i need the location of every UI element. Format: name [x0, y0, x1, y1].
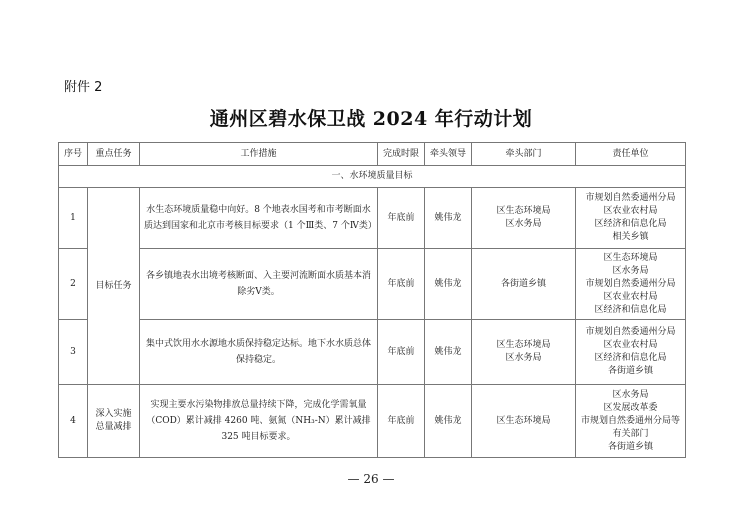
row-measure: 集中式饮用水水源地水质保持稳定达标。地下水水质总体保持稳定。 — [140, 320, 378, 385]
header-measures: 工作措施 — [140, 143, 378, 166]
lead-dept: 各街道乡镇 — [500, 278, 546, 289]
row-lead-depts — [472, 188, 576, 249]
responsible-unit: 各街道乡镇 — [607, 441, 653, 452]
table-row — [59, 188, 686, 249]
header-responsible-unit: 责任单位 — [576, 143, 686, 166]
row-responsible-units — [576, 385, 686, 458]
header-lead-leader: 牵头领导 — [425, 143, 472, 166]
responsible-unit: 有关部门 — [612, 428, 649, 439]
responsible-unit: 区经济和信息化局 — [594, 353, 667, 363]
section-title: 一、水环境质量目标 — [59, 166, 686, 188]
row-no: 1 — [59, 188, 88, 249]
row-no: 4 — [59, 385, 88, 458]
responsible-unit: 区生态环境局 — [603, 252, 658, 263]
responsible-unit: 市规划自然委通州分局 — [585, 327, 676, 337]
responsible-unit: 区水务局 — [612, 265, 649, 276]
lead-dept: 区水务局 — [505, 353, 542, 363]
lead-dept: 区水务局 — [505, 219, 542, 229]
table-row — [59, 320, 686, 385]
responsible-unit: 相关乡镇 — [612, 232, 649, 242]
responsible-unit: 区农业农村局 — [603, 206, 658, 216]
row-deadline: 年底前 — [378, 320, 425, 385]
row-deadline: 年底前 — [378, 385, 425, 458]
row-lead-depts — [472, 385, 576, 458]
row-measure: 实现主要水污染物排放总量持续下降，完成化学需氧量（COD）累计减排 4260 吨、氨氮（NH₃-N）累计减排 325 吨目标要求。 — [140, 385, 378, 458]
row-no: 3 — [59, 320, 88, 385]
row-task: 深入实施总量减排 — [88, 385, 140, 458]
row-leader: 姚伟龙 — [425, 188, 472, 249]
row-task: 目标任务 — [88, 188, 140, 385]
table-row — [59, 249, 686, 320]
responsible-unit: 市规划自然委通州分局等 — [580, 415, 680, 426]
responsible-unit: 区农业农村局 — [603, 291, 658, 302]
header-no: 序号 — [59, 143, 88, 166]
row-leader: 姚伟龙 — [425, 249, 472, 320]
responsible-unit: 区农业农村局 — [603, 340, 658, 350]
table-header-row — [59, 143, 686, 166]
page-title: 通州区碧水保卫战 2024 年行动计划 — [209, 108, 533, 130]
row-leader: 姚伟龙 — [425, 320, 472, 385]
lead-dept: 区生态环境局 — [496, 340, 551, 350]
responsible-unit: 区经济和信息化局 — [594, 219, 667, 229]
header-key-task: 重点任务 — [88, 143, 140, 166]
row-responsible-units — [576, 320, 686, 385]
row-responsible-units — [576, 188, 686, 249]
attachment-label: 附件 2 — [64, 80, 103, 95]
row-measure: 各乡镇地表水出境考核断面、入主要河流断面水质基本消除劣Ⅴ类。 — [140, 249, 378, 320]
responsible-unit: 市规划自然委通州分局 — [585, 193, 676, 203]
responsible-unit: 各街道乡镇 — [607, 366, 653, 376]
row-deadline: 年底前 — [378, 188, 425, 249]
lead-dept: 区生态环境局 — [496, 415, 551, 426]
row-no: 2 — [59, 249, 88, 320]
responsible-unit: 区经济和信息化局 — [594, 304, 667, 315]
row-lead-depts — [472, 249, 576, 320]
row-lead-depts — [472, 320, 576, 385]
responsible-unit: 区发展改革委 — [603, 402, 658, 413]
responsible-unit: 市规划自然委通州分局 — [585, 278, 676, 289]
page-number: — 26 — — [347, 472, 395, 486]
row-measure: 水生态环境质量稳中向好。8 个地表水国考和市考断面水质达到国家和北京市考核目标要求（1 个Ⅲ类、7 个Ⅳ类） — [140, 188, 378, 249]
section-row — [59, 166, 686, 188]
table-row — [59, 385, 686, 458]
responsible-unit: 区水务局 — [612, 389, 649, 400]
header-deadline: 完成时限 — [378, 143, 425, 166]
row-deadline: 年底前 — [378, 249, 425, 320]
row-responsible-units — [576, 249, 686, 320]
lead-dept: 区生态环境局 — [496, 206, 551, 216]
action-plan-table — [58, 142, 686, 458]
header-lead-dept: 牵头部门 — [472, 143, 576, 166]
row-leader: 姚伟龙 — [425, 385, 472, 458]
